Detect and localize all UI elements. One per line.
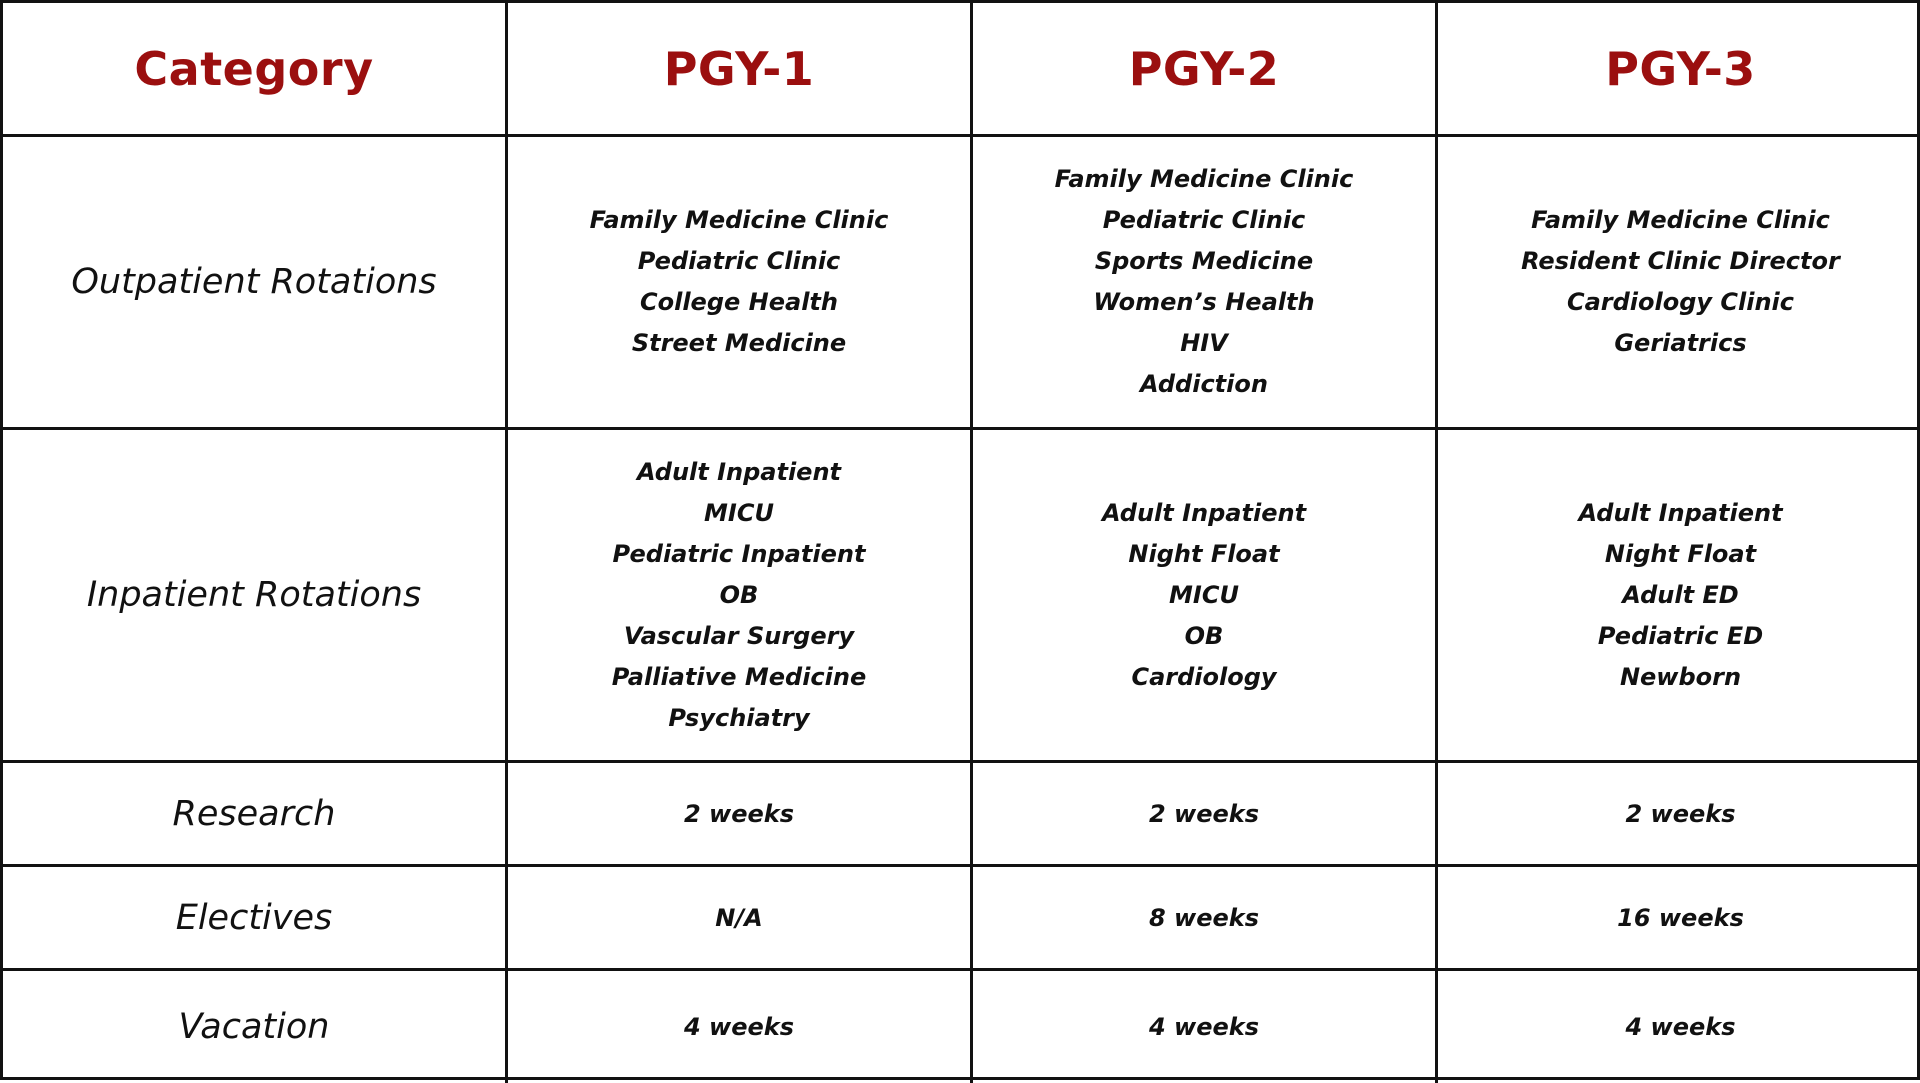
row-label-research: Research: [172, 793, 336, 834]
list-item: Street Medicine: [631, 329, 847, 357]
outpatient-pgy1-list: [590, 200, 889, 364]
header-pgy2: PGY-2: [1128, 41, 1280, 96]
list-item: Vascular Surgery: [623, 621, 855, 650]
row-label-inpatient: Inpatient Rotations: [86, 575, 422, 615]
inpatient-pgy1-list: [612, 452, 866, 739]
research-pgy3-cell: [1438, 763, 1920, 867]
list-item: Pediatric ED: [1597, 621, 1764, 650]
research-pgy2-value: 2 weeks: [1148, 799, 1260, 828]
electives-pgy1-value: N/A: [715, 903, 763, 932]
outpatient-pgy3-list: [1521, 200, 1840, 364]
research-pgy1-cell: [508, 763, 973, 867]
list-item: OB: [719, 580, 759, 609]
header-cell-category: [3, 3, 508, 137]
list-item: Family Medicine Clinic: [1054, 165, 1354, 193]
list-item: Family Medicine Clinic: [1531, 206, 1830, 234]
vacation-pgy2-value: 4 weeks: [1148, 1013, 1260, 1041]
row-label-vacation: Vacation: [178, 1007, 330, 1047]
inpatient-pgy3-cell: [1438, 430, 1920, 763]
list-item: Sports Medicine: [1094, 247, 1314, 275]
header-cell-pgy1: [508, 3, 973, 137]
vacation-pgy2-cell: [973, 971, 1438, 1083]
list-item: Women’s Health: [1093, 288, 1315, 316]
list-item: Adult Inpatient: [1578, 498, 1783, 527]
inpatient-pgy3-list: [1578, 493, 1782, 698]
electives-pgy3-cell: [1438, 867, 1920, 971]
list-item: Pediatric Clinic: [1102, 206, 1306, 234]
research-pgy2-cell: [973, 763, 1438, 867]
header-category: Category: [134, 41, 374, 96]
list-item: Pediatric Clinic: [637, 247, 841, 275]
row-label-electives: Electives: [175, 897, 333, 938]
list-item: Addiction: [1140, 370, 1268, 398]
vacation-pgy1-cell: [508, 971, 973, 1083]
inpatient-pgy1-cell: [508, 430, 973, 763]
list-item: Adult ED: [1622, 580, 1739, 609]
list-item: Palliative Medicine: [611, 662, 867, 691]
inpatient-pgy2-cell: [973, 430, 1438, 763]
row-label-cell-inpatient: [3, 430, 508, 763]
list-item: Pediatric Inpatient: [612, 539, 866, 568]
header-cell-pgy2: [973, 3, 1438, 137]
row-label-cell-electives: [3, 867, 508, 971]
row-label-outpatient: Outpatient Rotations: [71, 262, 437, 302]
list-item: Family Medicine Clinic: [589, 206, 889, 234]
list-item: HIV: [1180, 329, 1228, 357]
vacation-pgy1-value: 4 weeks: [683, 1013, 795, 1041]
list-item: OB: [1184, 621, 1224, 650]
electives-pgy1-cell: [508, 867, 973, 971]
list-item: Night Float: [1128, 539, 1280, 568]
list-item: Geriatrics: [1614, 329, 1747, 357]
list-item: Cardiology Clinic: [1566, 288, 1795, 316]
outpatient-pgy2-cell: [973, 137, 1438, 430]
vacation-pgy3-value: 4 weeks: [1625, 1013, 1736, 1041]
list-item: Adult Inpatient: [1101, 498, 1307, 527]
row-label-cell-vacation: [3, 971, 508, 1083]
electives-pgy2-cell: [973, 867, 1438, 971]
list-item: Newborn: [1619, 662, 1742, 691]
outpatient-pgy3-cell: [1438, 137, 1920, 430]
list-item: Cardiology: [1131, 662, 1277, 691]
outpatient-pgy1-cell: [508, 137, 973, 430]
list-item: Adult Inpatient: [636, 457, 842, 486]
list-item: College Health: [639, 288, 838, 316]
header-pgy1: PGY-1: [663, 41, 815, 96]
list-item: MICU: [1169, 580, 1239, 609]
list-item: Night Float: [1604, 539, 1757, 568]
research-pgy1-value: 2 weeks: [683, 799, 795, 828]
outpatient-pgy2-list: [1055, 159, 1354, 405]
row-label-cell-outpatient: [3, 137, 508, 430]
row-label-cell-research: [3, 763, 508, 867]
list-item: MICU: [704, 498, 774, 527]
list-item: Resident Clinic Director: [1521, 247, 1840, 275]
vacation-pgy3-cell: [1438, 971, 1920, 1083]
header-cell-pgy3: [1438, 3, 1920, 137]
header-pgy3: PGY-3: [1605, 41, 1756, 96]
inpatient-pgy2-list: [1102, 493, 1306, 698]
electives-pgy2-value: 8 weeks: [1148, 903, 1260, 932]
electives-pgy3-value: 16 weeks: [1617, 903, 1744, 932]
list-item: Psychiatry: [668, 703, 810, 732]
research-pgy3-value: 2 weeks: [1625, 799, 1736, 828]
